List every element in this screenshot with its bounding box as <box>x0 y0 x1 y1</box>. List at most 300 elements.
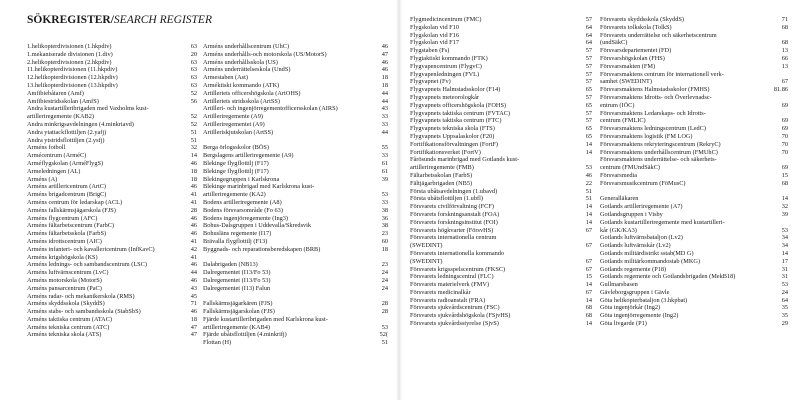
index-entry <box>410 273 592 281</box>
entry-page-number: 67 <box>585 242 592 250</box>
entry-page-number: 13 <box>781 47 788 55</box>
entry-page-number: 46 <box>190 214 197 222</box>
index-entry <box>600 320 788 328</box>
entry-page-number: 52( <box>379 331 388 339</box>
index-entry <box>410 110 592 118</box>
index-entry <box>410 55 592 63</box>
index-entry <box>27 215 197 223</box>
entry-text: Arméns motorskola (MotorS) <box>27 276 102 284</box>
entry-page-number: 34 <box>781 242 788 250</box>
entry-text: Armécentrum (ArméC) <box>27 152 87 160</box>
entry-page-number: 46 <box>190 261 197 269</box>
entry-page-number: 24 <box>381 284 388 292</box>
entry-page-number: 51 <box>585 187 592 195</box>
index-entry <box>27 230 197 238</box>
index-entry <box>410 172 592 180</box>
entry-page-number: 53 <box>781 226 788 234</box>
entry-text: Bohusläns regemente (I17) <box>203 230 272 238</box>
index-entry <box>600 55 788 63</box>
entry-text: Försvarsmaktens logistik (FM LOG) <box>600 132 693 140</box>
entry-text: Gotlands militärkommandostab (MKG) <box>600 257 701 265</box>
entry-page-number: 70 <box>781 140 788 148</box>
index-entry <box>27 324 197 332</box>
entry-text: Fjärde ubåtsflottiljen (4.minkrifj) <box>203 331 287 339</box>
entry-page-number: 65 <box>585 125 592 133</box>
entry-page-number: 46 <box>381 43 388 50</box>
entry-page-number: 18 <box>381 81 388 89</box>
entry-page-number: 53 <box>781 281 788 289</box>
entry-text: Arméns fältarbetsskola (FarbS) <box>27 230 107 238</box>
entry-page-number: 24 <box>781 288 788 296</box>
entry-text: Försvarets ledningscentral (FLC) <box>410 273 494 281</box>
entry-page-number: 46 <box>585 171 592 179</box>
index-entry <box>410 63 592 71</box>
index-entry <box>27 168 197 176</box>
entry-page-number: 57 <box>585 47 592 55</box>
index-entry <box>600 242 788 250</box>
entry-text: 1.helikopterdivisionen (1.hkpdiv) <box>27 43 112 50</box>
entry-page-number: 63 <box>190 43 197 50</box>
entry-text: Arméns underhålls-och motorskola (US/MotorS) <box>203 50 327 58</box>
entry-page-number: 81.86 <box>773 86 788 94</box>
entry-text: Gotlands militärdistrikt sstab(MD G) <box>600 249 694 257</box>
entry-text: Bodens artilleriregemente (A8) <box>203 198 282 206</box>
entry-page-number: 14 <box>585 320 592 328</box>
entry-page-number: 18 <box>190 175 197 183</box>
entry-page-number: 56 <box>190 97 197 105</box>
index-entry <box>600 125 788 133</box>
entry-page-number: 33 <box>381 120 388 128</box>
entry-text: Försvarsmakten (FM) <box>600 62 656 70</box>
entry-page-number: 65 <box>585 101 592 109</box>
entry-page-number: 39 <box>781 210 788 218</box>
entry-page-number: 55 <box>381 144 388 152</box>
index-entry <box>27 137 197 145</box>
entry-page-number: 35 <box>781 312 788 320</box>
entry-text: Blekinge marinbrigad med Karlskrona kust- <box>203 183 315 191</box>
entry-text: Generalläkaren <box>600 195 639 203</box>
entry-text: Artilleriregemente (A9) <box>203 113 263 121</box>
entry-page-number: 46 <box>190 183 197 191</box>
entry-text: Flygvapnets taktiska centrum (FTC) <box>410 117 502 125</box>
index-column-1 <box>27 43 197 339</box>
entry-page-number: 69 <box>781 125 788 133</box>
entry-text: Flygmedicincentrum (FMC) <box>410 16 482 23</box>
index-entry <box>410 250 592 258</box>
entry-text: Arméns luftvärnscentrum (LvC) <box>27 269 109 277</box>
index-entry <box>203 152 388 160</box>
index-entry <box>203 238 388 246</box>
index-entry <box>410 117 592 125</box>
index-entry <box>410 281 592 289</box>
entry-page-number: 57 <box>585 54 592 62</box>
entry-page-number: 34 <box>781 234 788 242</box>
entry-text: Försvarets sjukvårdshögskola (FSjvHS) <box>410 312 511 320</box>
entry-text: Försvarets sjukvårdsstyrelse (SjvS) <box>410 320 499 328</box>
entry-text: 2.helikopterdivisionen (2.hkpdiv) <box>27 58 112 66</box>
entry-page-number: 70 <box>781 148 788 156</box>
index-entry <box>600 203 788 211</box>
entry-text: Flygvapnets taktiska centrum (FVTAC) <box>410 109 511 117</box>
index-entry <box>27 90 197 98</box>
entry-text: Arméns artillericentrum (ArtC) <box>27 183 107 191</box>
entry-page-number: 68 <box>781 23 788 31</box>
index-entry <box>27 98 197 106</box>
entry-page-number: 46 <box>190 222 197 230</box>
index-entry <box>600 39 788 47</box>
index-entry <box>203 105 388 113</box>
entry-text: Arméns tekniska skola (ATS) <box>27 331 102 339</box>
entry-page-number: 46 <box>190 308 197 316</box>
entry-text: centrum (FMLIC) <box>600 117 646 125</box>
entry-text: 11.helikopterdivisionen (11.hkpdiv) <box>27 66 118 74</box>
entry-text: artilleriregemente (KAB2) <box>27 113 94 121</box>
entry-page-number: 32 <box>781 203 788 211</box>
index-entry <box>410 94 592 102</box>
entry-text: Fortifikationsförvaltningen (FortF) <box>410 140 498 148</box>
entry-page-number: 70 <box>781 132 788 140</box>
entry-text: Flygvapnets tekniska skola (FTS) <box>410 125 495 133</box>
entry-text: Blekingegruppen i Karlskrona <box>203 175 280 183</box>
index-entry <box>203 285 388 293</box>
index-entry <box>27 129 197 137</box>
index-entry <box>27 316 197 324</box>
entry-text: Gotlands regemente och Gotlandsbrigaden (MekB18) <box>600 273 736 281</box>
index-entry <box>27 269 197 277</box>
entry-text: Första ubåtsflottiljen (1.ubfl) <box>410 195 483 203</box>
entry-text: Arméns fotboll <box>27 144 66 152</box>
entry-page-number: 46 <box>190 276 197 284</box>
index-entry <box>410 266 592 274</box>
index-entry <box>27 51 197 59</box>
entry-text: artilleriregemente (KAB4) <box>203 323 270 331</box>
entry-page-number: 69 <box>781 164 788 172</box>
entry-page-number: 29 <box>781 320 788 328</box>
index-entry <box>410 141 592 149</box>
entry-text: Bergslagens artilleriregemente (A9) <box>203 152 294 160</box>
index-entry <box>410 164 592 172</box>
entry-page-number: 65 <box>585 132 592 140</box>
entry-page-number: 68 <box>781 39 788 47</box>
entry-text: Flygvapnets Uppsalaskolor (F20) <box>410 132 495 140</box>
entry-text: Flygvapnet (Fv) <box>410 78 451 86</box>
entry-page-number: 65 <box>585 86 592 94</box>
index-entry <box>410 180 592 188</box>
entry-text: Göta ingenjörkår (Ing2) <box>600 304 661 312</box>
entry-text: Fältjägarbrigaden (NB5) <box>410 179 473 187</box>
index-entry <box>203 277 388 285</box>
entry-page-number: 63 <box>190 58 197 66</box>
entry-text: Fallskärmsjägarkären (FJS) <box>203 300 273 308</box>
entry-page-number: 14 <box>585 281 592 289</box>
entry-page-number: 31 <box>781 265 788 273</box>
entry-page-number: 67 <box>781 78 788 86</box>
index-entry <box>203 199 388 207</box>
index-entry <box>600 227 788 235</box>
entry-page-number: 52 <box>190 89 197 97</box>
index-entry <box>600 180 788 188</box>
index-entry <box>410 258 592 266</box>
index-entry <box>203 113 388 121</box>
index-entry <box>203 51 388 59</box>
entry-page-number: 18 <box>381 74 388 82</box>
entry-text: Flygskolan vid F17 <box>410 39 459 47</box>
entry-text: Försvarets krigsspelscentrum (FKSC) <box>410 265 506 273</box>
index-entry <box>203 308 388 316</box>
index-entry <box>410 39 592 47</box>
entry-page-number: 43 <box>190 284 197 292</box>
entry-text: Flygvapnets meteorologkår <box>410 93 480 101</box>
entry-page-number: 57 <box>585 109 592 117</box>
entry-page-number: 71 <box>190 300 197 308</box>
entry-page-number: 44 <box>381 128 388 136</box>
entry-page-number: 52 <box>190 113 197 121</box>
entry-text: (SWEDINT) <box>410 257 443 265</box>
index-entry <box>27 74 197 82</box>
index-entry <box>410 156 592 164</box>
index-entry <box>410 71 592 79</box>
entry-page-number: 47 <box>190 323 197 331</box>
index-entry <box>27 43 197 51</box>
entry-page-number: 14 <box>585 140 592 148</box>
index-entry <box>600 156 788 164</box>
entry-text: Flygtaktiskt kommando (FTK) <box>410 54 488 62</box>
entry-page-number: 14 <box>585 296 592 304</box>
entry-text: Amfibiestridsskolan (AmfS) <box>27 97 99 105</box>
entry-page-number: 24 <box>381 276 388 284</box>
index-entry <box>600 110 788 118</box>
entry-text: Arméns lednings- och sambandscentrum (LSC) <box>27 261 147 269</box>
index-entry <box>410 86 592 94</box>
index-entry <box>203 74 388 82</box>
entry-page-number: 46 <box>381 58 388 66</box>
index-entry <box>27 277 197 285</box>
entry-text: Bohus-Dalsgruppen i Uddevalla/Skredsvik <box>203 222 312 230</box>
entry-page-number: 41 <box>190 253 197 261</box>
entry-text: Berga örlogsskolor (BÖS) <box>203 144 269 152</box>
index-entry <box>600 172 788 180</box>
entry-text: Arméns pansarcentrum (PaC) <box>27 284 102 292</box>
index-entry <box>600 102 788 110</box>
entry-text: Dalabrigaden (NB13) <box>203 261 258 269</box>
entry-text: Gotlands luftvärnskår (Lv2) <box>600 242 671 250</box>
entry-page-number: 68 <box>585 304 592 312</box>
entry-text: Arméns stabs- och sambandsskola (StabSbS) <box>27 308 141 316</box>
index-entry <box>600 281 788 289</box>
entry-text: Arméns tekniska centrum (ATC) <box>27 323 110 331</box>
entry-page-number: 35 <box>781 304 788 312</box>
entry-text: Arméns krigshögskola (KS) <box>27 253 98 261</box>
entry-text: Försvarets radioanstalt (FRA) <box>410 296 486 304</box>
entry-page-number: 18 <box>381 245 388 253</box>
index-entry <box>203 207 388 215</box>
entry-page-number: 17 <box>781 257 788 265</box>
index-entry <box>27 238 197 246</box>
index-entry <box>203 98 388 106</box>
entry-page-number: 71 <box>781 16 788 23</box>
entry-text: Arméns centrum för ledarskap (ACL) <box>27 198 123 206</box>
entry-page-number: 33 <box>381 152 388 160</box>
entry-text: Försvarsmaktens Ledarskaps- och Idrotts- <box>600 109 706 117</box>
entry-text: Arméns idrottscentrum (AIC) <box>27 237 102 245</box>
index-entry <box>410 24 592 32</box>
index-entry <box>203 121 388 129</box>
index-entry <box>203 59 388 67</box>
entry-text: Flygvapnets Halmstadsskolor (F14) <box>410 86 501 94</box>
entry-page-number: 68 <box>585 312 592 320</box>
entry-page-number: 41 <box>190 198 197 206</box>
index-column-3 <box>410 16 592 328</box>
entry-text: Försvarets forskningsinstitut (FOI) <box>410 218 498 226</box>
index-entry <box>27 183 197 191</box>
entry-text: Flygvapencentrum (FlygvC) <box>410 62 482 70</box>
index-entry <box>27 246 197 254</box>
entry-page-number: 57 <box>585 16 592 23</box>
index-entry <box>600 16 788 24</box>
entry-text: 1.mekaniserade divisionen (1.div) <box>27 50 113 58</box>
entry-text: Försvarets materielverk (FMV) <box>410 281 490 289</box>
index-entry <box>600 289 788 297</box>
entry-page-number: 46 <box>190 159 197 167</box>
index-entry <box>410 320 592 328</box>
entry-text: Göta helikopterbataljon (3.hkpbat) <box>600 296 688 304</box>
entry-text: Blekinge flygflottilj (F17) <box>203 159 269 167</box>
index-entry <box>600 211 788 219</box>
entry-text: Amfibiebåtaren (Amf) <box>27 89 84 97</box>
entry-page-number: 42 <box>190 245 197 253</box>
index-entry <box>27 207 197 215</box>
entry-page-number: 57 <box>585 70 592 78</box>
entry-page-number: 31 <box>781 273 788 281</box>
entry-text: Arméns fältarbetscentrum (FarbC) <box>27 222 115 230</box>
entry-text: Försvarets högkvarter (FörsvHS) <box>410 226 494 234</box>
index-entry <box>410 234 592 242</box>
entry-page-number: 57 <box>585 78 592 86</box>
entry-text: Försvarets medicinalkår <box>410 288 471 296</box>
heading-english: SEARCH REGISTER <box>113 14 212 26</box>
entry-text: Göta livgarde (P1) <box>600 320 647 328</box>
index-entry <box>27 176 197 184</box>
index-entry <box>27 308 197 316</box>
entry-text: Göta ingenjörregemente (Ing2) <box>600 312 679 320</box>
index-entry <box>203 90 388 98</box>
entry-page-number: 47 <box>190 331 197 339</box>
index-entry <box>600 164 788 172</box>
entry-page-number: 15 <box>585 273 592 281</box>
entry-page-number: 69 <box>781 101 788 109</box>
entry-text: Första ubåtsavdelningen (1.ubavd) <box>410 187 498 195</box>
index-entry <box>27 254 197 262</box>
index-entry <box>203 168 388 176</box>
entry-text: Bodens försvarsområde (Fo 63) <box>203 206 283 214</box>
entry-page-number: 13 <box>781 62 788 70</box>
entry-text: Flygvapenledningen (FVL) <box>410 70 480 78</box>
entry-text: Försvarets forskningsanstalt (FOA) <box>410 210 500 218</box>
index-entry <box>600 297 788 305</box>
entry-page-number: 38 <box>381 206 388 214</box>
entry-text: Gävleborgsgruppen i Gävle <box>600 288 670 296</box>
index-entry <box>203 222 388 230</box>
entry-text: Försvarsmaktens underrättelse- och säkerhets- <box>600 156 717 164</box>
entry-text: artilleriregemente (FMB) <box>410 164 474 172</box>
index-entry <box>27 261 197 269</box>
index-entry <box>600 258 788 266</box>
index-entry <box>27 293 197 301</box>
entry-text: Artilleriets stridsskola (ArtSS) <box>203 97 280 105</box>
index-entry <box>600 71 788 79</box>
entry-page-number: 64 <box>585 39 592 47</box>
index-column-2 <box>203 43 388 347</box>
entry-text: Fjärde kustartilleribrigaden med Karlskrona kust- <box>203 315 328 323</box>
index-entry <box>410 203 592 211</box>
entry-page-number: 63 <box>190 81 197 89</box>
entry-page-number: 28 <box>190 206 197 214</box>
entry-page-number: 46 <box>190 230 197 238</box>
entry-text: Dalregementet (I13/Fo 53) <box>203 269 271 277</box>
entry-page-number: 47 <box>381 50 388 58</box>
index-entry <box>203 324 388 332</box>
index-entry <box>600 117 788 125</box>
index-entry <box>600 266 788 274</box>
entry-page-number: 53 <box>585 164 592 172</box>
index-entry <box>600 86 788 94</box>
entry-text: Flygvapnets officershögskola (FOHS) <box>410 101 507 109</box>
entry-text: Försvarets underrättelse och säkerhetscentrum <box>600 31 717 39</box>
entry-page-number: 14 <box>585 148 592 156</box>
index-entry <box>600 234 788 242</box>
index-entry <box>27 160 197 168</box>
entry-page-number: 67 <box>585 288 592 296</box>
index-entry <box>27 59 197 67</box>
entry-text: (undSäkC) <box>600 39 628 47</box>
index-entry <box>600 94 788 102</box>
entry-text: Fallskärmsjägarskolan (FJS) <box>203 308 275 316</box>
entry-page-number: 14 <box>585 203 592 211</box>
index-entry <box>203 261 388 269</box>
entry-text: Armestaben (Ast) <box>203 74 248 82</box>
entry-text: Arméns flygcentrum (AFC) <box>27 214 98 222</box>
index-entry <box>410 188 592 196</box>
index-entry <box>203 183 388 191</box>
entry-text: Flottan (H) <box>203 339 232 347</box>
index-entry <box>410 219 592 227</box>
entry-page-number: 14 <box>190 152 197 160</box>
index-entry <box>410 149 592 157</box>
entry-page-number: 51 <box>190 136 197 144</box>
index-entry <box>203 82 388 90</box>
index-entry <box>600 195 788 203</box>
entry-page-number: 61 <box>381 159 388 167</box>
entry-text: Blekinge flygflottilj (F17) <box>203 167 269 175</box>
entry-page-number: 15 <box>781 171 788 179</box>
entry-page-number: 44 <box>381 97 388 105</box>
entry-page-number: 64 <box>585 23 592 31</box>
entry-page-number: 68 <box>781 179 788 187</box>
index-entry <box>600 133 788 141</box>
index-entry <box>27 66 197 74</box>
index-entry <box>600 24 788 32</box>
entry-text: Arméns radar- och mekanikerskola (RMS) <box>27 292 135 300</box>
entry-page-number: 18 <box>190 167 197 175</box>
entry-text: Försvarsdepartementet (FD) <box>600 47 672 55</box>
entry-page-number: 22 <box>585 179 592 187</box>
entry-text: Försvarsmaktens underhållscentrum (FMUhC) <box>600 148 718 156</box>
entry-text: Försvarsmaktens rekryteringscentrum (RekryC) <box>600 140 721 148</box>
entry-text: Andra minkrigsavdelningen (4.minkriavd) <box>27 120 134 128</box>
entry-text: (SWEDINT) <box>410 242 443 250</box>
entry-text: Andra ytstridsflottiljen (2.ysfj) <box>27 136 105 144</box>
entry-page-number: 28 <box>381 300 388 308</box>
